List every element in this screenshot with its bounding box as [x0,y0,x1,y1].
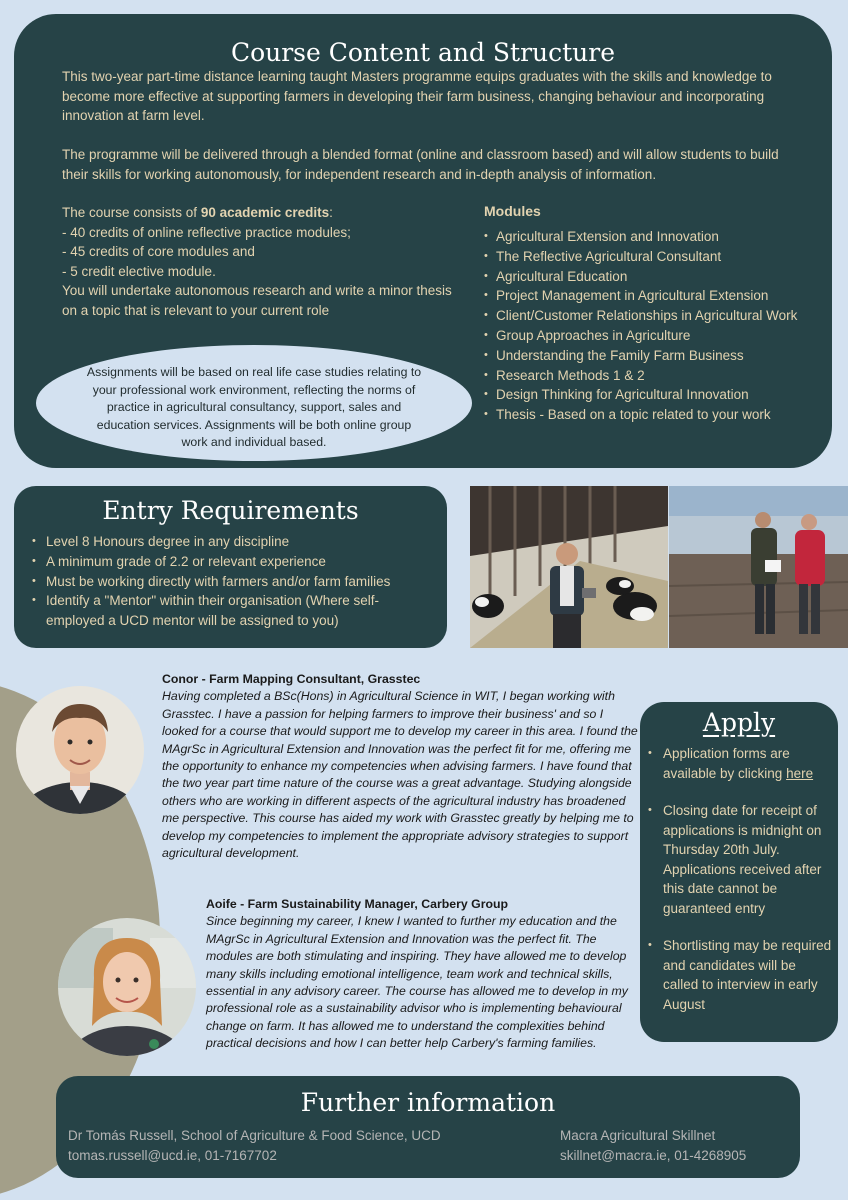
apply-title: Apply [702,708,776,737]
module-item: • Group Approaches in Agriculture [484,326,829,346]
entry-requirements-title: Entry Requirements [102,496,359,525]
further-information-title: Further information [300,1088,556,1117]
testimonial-quote: Having completed a BSc(Hons) in Agricultural Science in WIT, I began working with Grasstec. I have a passion for helping farmers to improve their business' and so I looked for a course that would support me to develop my career in this area. I found the MAgrSc in Agricultural Extension and Innovation was the perfect fit for me, offering me the opportunity to enhance my competencies when advising farmers. I have found that the two year part time nature of the course was a great advantage. Studying alongside others who are working in different aspects of the agricultural industry has broadened me perspective. This course has aided my work with Grasstec greatly by helping me to develop my competencies to implement the appropriate advisory strategies to support agricultural development. [162,689,638,861]
course-delivery-paragraph: The programme will be delivered through a blended format (online and classroom based) and will allow students to build their skills for working autonomously, for independent research and in-depth analysis of information. [62,147,779,182]
requirement-item: • Identify a "Mentor" within their organisation (Where self-employed a UCD mentor will be assigned to you) [32,591,432,631]
course-content-panel [14,14,832,468]
credits-line: - 40 credits of online reflective practice modules; [62,224,351,240]
testimonial-name: Aoife - Farm Sustainability Manager, Carbery Group [206,897,509,911]
requirement-item: • A minimum grade of 2.2 or relevant experience [32,552,432,572]
modules-list [484,227,829,425]
entry-requirements-list [32,532,432,631]
field-walk-photo [669,486,848,648]
contact-details: tomas.russell@ucd.ie, 01-7167702 [68,1148,277,1163]
credits-line: - 45 credits of core modules and [62,244,255,259]
module-item: • Understanding the Family Farm Business [484,346,829,366]
testimonial-quote: Since beginning my career, I knew I wanted to further my education and the MAgrSc in Agricultural Extension and Innovation was the perfect fit. The modules are both stimulating and inspiring. They have allowed me to develop many skills including emotional intelligence, team work and technical skills, essential in any advisory career. The course has allowed me to develop in my professional role as a sustainability advisor who is implementing behavioural change on farm. It has allowed me to understand the complexities behind practical decisions and how I can better help Carbery's farming families. [206,914,628,1051]
modules-block [484,203,829,425]
credits-total: 90 academic credits [200,205,330,220]
contact-name: Macra Agricultural Skillnet [560,1128,716,1143]
apply-item-shortlisting: • Shortlisting may be required and candidates will be called to interview in early August [648,936,834,1014]
apply-item-closing-date: • Closing date for receipt of applications is midnight on Thursday 20th July. Applications received after this date cannot be guaranteed entry [648,801,834,918]
contact-ucd [68,1126,441,1166]
requirement-item: • Level 8 Honours degree in any discipline [32,532,432,552]
apply-panel [640,702,838,1042]
entry-requirements-panel [14,486,447,648]
modules-title: Modules [484,203,541,219]
module-item: • Client/Customer Relationships in Agricultural Work [484,306,829,326]
module-item: • Design Thinking for Agricultural Innovation [484,385,829,405]
module-item: • The Reflective Agricultural Consultant [484,247,829,267]
apply-list [648,744,834,1032]
testimonial-conor [162,671,640,862]
requirement-item: • Must be working directly with farmers and/or farm families [32,572,432,592]
apply-item-forms: • Application forms are available by clicking here [648,744,834,783]
module-item: • Thesis - Based on a topic related to your work [484,405,829,425]
further-information-panel [56,1076,800,1178]
conor-avatar [16,686,144,814]
module-item: • Research Methods 1 & 2 [484,366,829,386]
testimonial-name: Conor - Farm Mapping Consultant, Grasstec [162,672,421,686]
testimonial-aoife [206,896,640,1053]
contact-details: skillnet@macra.ie, 01-4268905 [560,1148,747,1163]
contact-name: Dr Tomás Russell, School of Agriculture & Food Science, UCD [68,1128,441,1143]
module-item: • Project Management in Agricultural Extension [484,286,829,306]
credits-intro: The course consists of [62,205,201,220]
course-content-title: Course Content and Structure [230,38,616,67]
contact-macra [560,1126,746,1166]
application-forms-link[interactable]: here [786,765,814,781]
module-item: • Agricultural Education [484,267,829,287]
thesis-note: You will undertake autonomous research and write a minor thesis on a topic that is relevant to your current role [62,283,452,318]
credits-block: The course consists of 90 academic credits: - 40 credits of online reflective practice modules; - 45 credits of core modules and - 5 credit elective module. You will undertake autonomous research and write a minor thesis on a topic that is relevant to your current role [62,203,462,320]
credits-line: - 5 credit elective module. [62,263,216,279]
aoife-avatar [58,918,196,1056]
module-item: • Agricultural Extension and Innovation [484,227,829,247]
dairy-shed-photo [470,486,668,648]
course-intro-paragraph: This two-year part-time distance learning taught Masters programme equips graduates with the skills and knowledge to become more effective at supporting farmers in developing their farm business, changing behaviour and incorporating innovation at farm level. [62,69,772,123]
assignments-oval: Assignments will be based on real life case studies relating to your professional work environment, reflecting the norms of practice in agricultural consultancy, support, sales and education services. Assignments will be both online group work and individual based. [36,345,472,461]
